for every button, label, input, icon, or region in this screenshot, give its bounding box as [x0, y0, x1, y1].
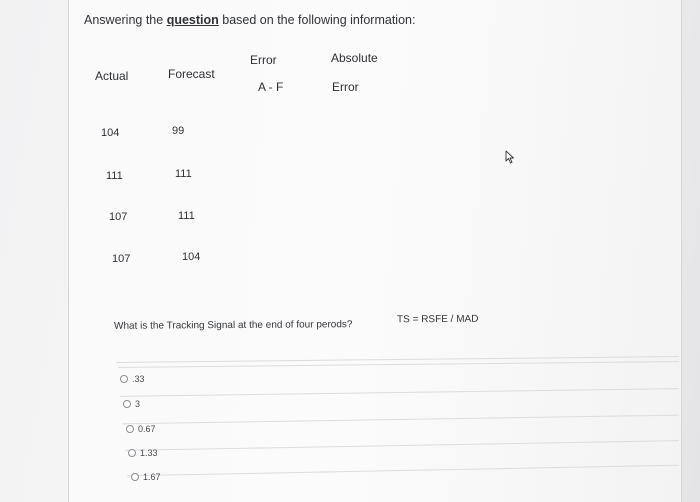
intro-question-word: question: [166, 13, 219, 27]
radio-button-icon[interactable]: [126, 425, 134, 433]
table-row-4-forecast: 104: [182, 251, 201, 263]
option-label: 3: [135, 399, 141, 409]
option-label: .33: [132, 374, 145, 384]
table-row-3-actual: 107: [109, 211, 128, 223]
option-label: 1.67: [143, 472, 161, 482]
table-row-2-actual: 111: [106, 170, 123, 182]
option-2[interactable]: [123, 399, 140, 409]
header-forecast: Forecast: [168, 67, 215, 81]
intro-text: [84, 13, 415, 27]
option-5[interactable]: [131, 472, 161, 482]
radio-button-icon[interactable]: [128, 449, 136, 457]
table-row-1-forecast: 99: [172, 125, 185, 137]
option-4[interactable]: [128, 448, 158, 458]
header-absolute-line2: Error: [332, 80, 359, 94]
radio-button-icon[interactable]: [120, 375, 128, 383]
question-text: What is the Tracking Signal at the end of four perods?: [113, 319, 353, 332]
option-label: 0.67: [138, 424, 156, 434]
intro-prefix: Answering the: [84, 13, 164, 27]
option-1[interactable]: [120, 374, 145, 384]
intro-suffix: based on the following information:: [222, 13, 416, 27]
arrow-cursor-icon: [505, 150, 517, 164]
formula-text: TS = RSFE / MAD: [396, 313, 479, 326]
table-row-1-actual: 104: [101, 127, 120, 139]
option-3[interactable]: [126, 424, 156, 434]
question-card: [68, 0, 682, 502]
table-row-3-forecast: 111: [178, 210, 195, 222]
option-label: 1.33: [140, 448, 158, 458]
header-absolute-line1: Absolute: [331, 51, 378, 65]
table-row-2-forecast: 111: [175, 168, 192, 180]
radio-button-icon[interactable]: [123, 400, 131, 408]
header-error-line2: A - F: [258, 80, 284, 94]
header-error-line1: Error: [250, 53, 277, 67]
header-actual: Actual: [95, 69, 129, 83]
table-row-4-actual: 107: [112, 253, 131, 265]
radio-button-icon[interactable]: [131, 473, 139, 481]
